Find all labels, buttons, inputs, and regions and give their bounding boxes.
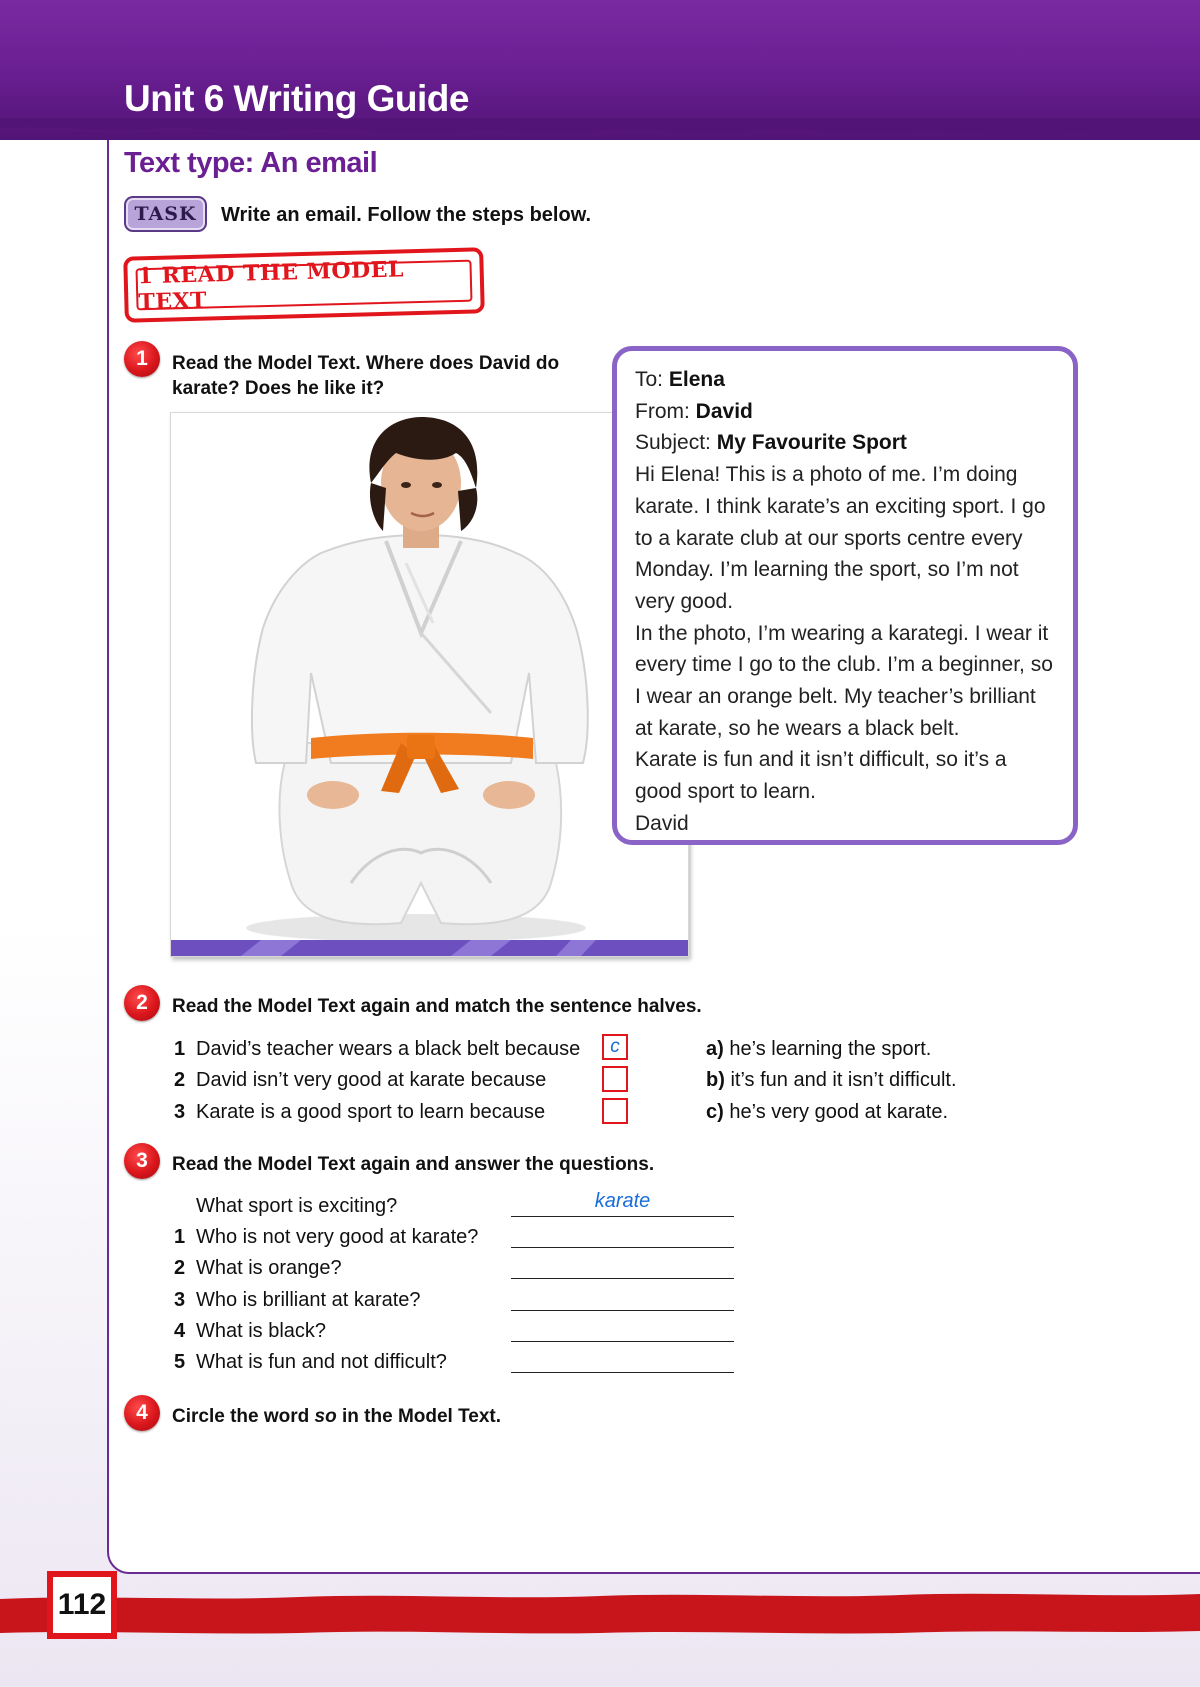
match-answer-box[interactable]: [602, 1066, 628, 1092]
question-1-line: karate? Does he like it?: [172, 378, 385, 399]
match-right-text: it’s fun and it isn’t difficult.: [730, 1069, 957, 1091]
question-3-text: Read the Model Text again and answer the questions.: [172, 1154, 655, 1175]
match-letter: c): [706, 1101, 724, 1123]
answer-question-text: What is orange?: [196, 1257, 342, 1279]
answer-question: [174, 1315, 326, 1347]
match-answer-box[interactable]: c: [602, 1034, 628, 1060]
email-to-value: Elena: [668, 368, 725, 391]
answer-line[interactable]: [511, 1284, 734, 1311]
answer-number: 2: [174, 1257, 186, 1279]
question-4-emphasis: so: [314, 1406, 337, 1427]
answer-question: [174, 1252, 342, 1284]
task-badge: TASK: [124, 196, 207, 232]
email-to: [635, 364, 1055, 396]
match-left-text: Karate is a good sport to learn because: [196, 1101, 546, 1123]
match-left-text: David’s teacher wears a black belt because: [196, 1038, 581, 1060]
match-number: 2: [174, 1069, 186, 1091]
answer-question: [174, 1190, 397, 1222]
email-paragraph: In the photo, I’m wearing a karategi. I wear it every time I go to the club. I’m a beginner, so I wear an orange belt. My teacher’s brilliant at karate, so he wears a black belt.: [635, 621, 1053, 740]
match-left-item: [174, 1064, 546, 1096]
answer-question-text: Who is not very good at karate?: [196, 1226, 479, 1248]
email-subject-value: My Favourite Sport: [716, 431, 907, 455]
section-stamp: [123, 247, 485, 322]
question-4-suffix: in the Model Text.: [336, 1406, 502, 1427]
match-left-item: [174, 1096, 545, 1128]
email-to-label: To:: [635, 368, 664, 391]
email-paragraph: Karate is fun and it isn’t difficult, so it’s a good sport to learn.: [635, 748, 1007, 804]
match-letter: b): [706, 1069, 725, 1091]
karate-boy-illustration: [171, 413, 688, 956]
answer-question: [174, 1346, 447, 1378]
answer-line[interactable]: [511, 1315, 734, 1342]
email-from: [635, 396, 1055, 428]
question-1-line: Read the Model Text. Where does David do: [172, 353, 560, 374]
page-title: Unit 6 Writing Guide: [124, 78, 469, 119]
match-left-text: David isn’t very good at karate because: [196, 1069, 547, 1091]
question-number-badge: 1: [124, 341, 160, 377]
answer-number: 1: [174, 1226, 186, 1248]
question-1-text: [172, 351, 559, 401]
answer-question-text: Who is brilliant at karate?: [196, 1289, 421, 1311]
page-number: 112: [47, 1571, 117, 1639]
answer-question-text: What sport is exciting?: [196, 1195, 398, 1217]
email-paragraph: Hi Elena! This is a photo of me. I’m doing karate. I think karate’s an exciting sport. I go to a karate club at our sports centre every Monday. I’m learning the sport, so I’m not very good.: [635, 463, 1046, 613]
answer-line[interactable]: [511, 1190, 734, 1217]
match-right-item: [706, 1096, 948, 1128]
answer-text: karate: [594, 1190, 651, 1212]
answer-number: 5: [174, 1351, 186, 1373]
question-4-text: [172, 1404, 501, 1429]
question-4-prefix: Circle the word: [172, 1406, 315, 1427]
email-subject: [635, 427, 1055, 459]
answer-question-text: What is black?: [196, 1320, 327, 1342]
answer-number: 3: [174, 1289, 186, 1311]
question-number-badge: 4: [124, 1395, 160, 1431]
question-number-badge: 3: [124, 1143, 160, 1179]
email-subject-label: Subject:: [635, 431, 711, 455]
match-number: 3: [174, 1101, 186, 1123]
section-stamp-label: 1 READ THE MODEL TEXT: [136, 260, 473, 311]
answer-line[interactable]: [511, 1346, 734, 1373]
email-from-value: David: [695, 399, 753, 423]
email-from-label: From:: [635, 399, 690, 423]
question-number-badge: 2: [124, 985, 160, 1021]
answer-question: [174, 1284, 421, 1316]
model-text-email: [612, 346, 1078, 845]
photo-caption-strip: [171, 940, 688, 956]
text-type-heading: Text type: An email: [124, 147, 378, 179]
answer-question: [174, 1221, 478, 1253]
match-number: 1: [174, 1038, 186, 1060]
match-left-item: [174, 1033, 580, 1065]
task-instruction: Write an email. Follow the steps below.: [221, 204, 592, 226]
answer-line[interactable]: [511, 1252, 734, 1279]
match-right-text: he’s very good at karate.: [729, 1101, 949, 1123]
question-2-text: Read the Model Text again and match the sentence halves.: [172, 996, 702, 1017]
match-right-item: [706, 1033, 931, 1065]
match-right-item: [706, 1064, 957, 1096]
footer-band: [0, 1591, 1200, 1635]
answer-question-text: What is fun and not difficult?: [196, 1351, 447, 1373]
match-letter: a): [706, 1038, 724, 1060]
match-right-text: he’s learning the sport.: [729, 1038, 932, 1060]
email-signoff: David: [635, 811, 689, 835]
answer-line[interactable]: [511, 1221, 734, 1248]
answer-number: 4: [174, 1320, 186, 1342]
match-answer-box[interactable]: [602, 1098, 628, 1124]
